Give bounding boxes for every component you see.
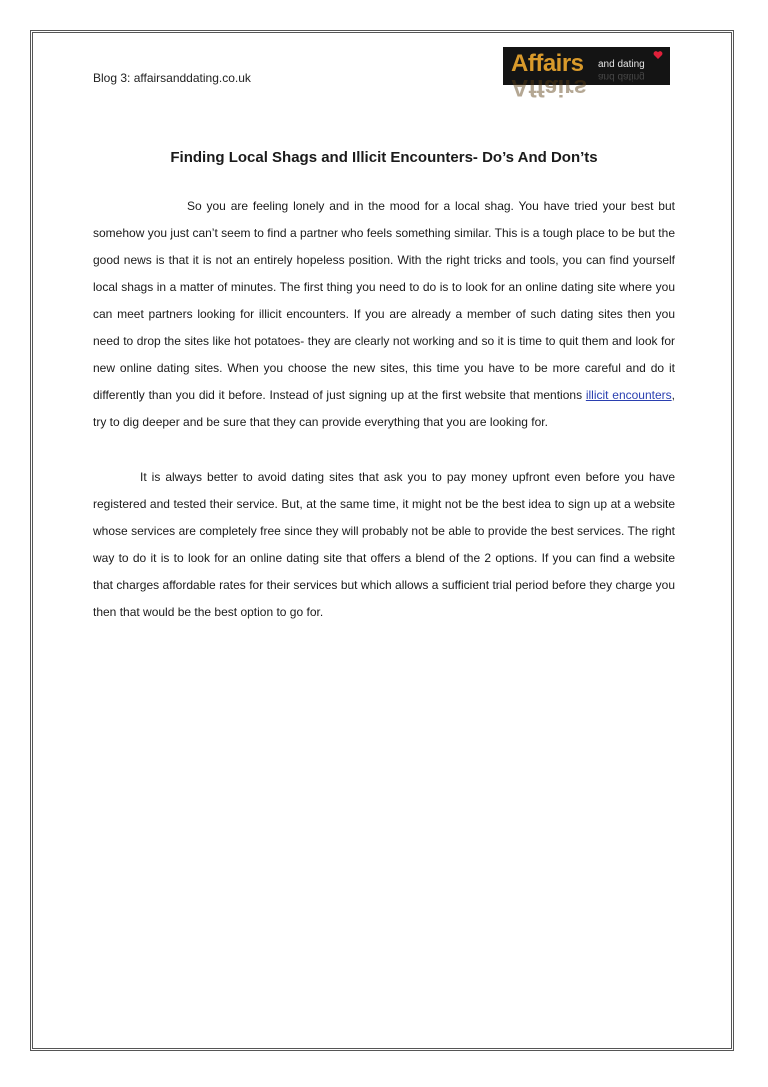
logo-main-text: Affairs: [511, 50, 584, 77]
article-title: Finding Local Shags and Illicit Encounters- Do’s And Don’ts: [170, 149, 598, 166]
paragraph-1-text-end: , try to dig deeper and be sure that they can provide everything that you are looking for.: [93, 388, 675, 429]
logo-sub-reflection: and dating: [598, 71, 645, 82]
affairs-and-dating-logo: [503, 47, 670, 101]
blog-header: Blog 3: affairsanddating.co.uk: [93, 71, 251, 85]
illicit-encounters-link[interactable]: illicit encounters: [585, 388, 672, 402]
logo-sub-text: and dating: [598, 59, 645, 70]
heart-icon: [653, 50, 663, 60]
article-paragraph-1: [93, 193, 675, 436]
paragraph-1-text-start: So you are feeling lonely and in the mood for a local shag. You have tried your best but somehow you just can’t seem to find a partner who feels something similar. This is a tough place to be but the good news is that it is not an entirely hopeless position. With the right tricks and tools, you can find yourself local shags in a matter of minutes. The first thing you need to do is to look for an online dating site where you can meet partners looking for illicit encounters. If you are already a member of such dating sites then you need to drop the sites like hot potatoes- they are clearly not working and so it is time to quit them and look for new online dating sites. When you choose the new sites, this time you have to be more careful and do it differently than you did it before. Instead of just signing up at the first website that mentions: [93, 199, 675, 402]
article-paragraph-2: It is always better to avoid dating sites that ask you to pay money upfront even before you have registered and tested their service. But, at the same time, it might not be the best idea to sign up at a website whose services are completely free since they will probably not be able to provide the best services. The right way to do it is to look for an online dating site that offers a blend of the 2 options. If you can find a website that charges affordable rates for their services but which allows a sufficient trial period before they charge you then that would be the best option to go for.: [93, 470, 675, 619]
logo-main-reflection: Affairs: [511, 74, 588, 101]
